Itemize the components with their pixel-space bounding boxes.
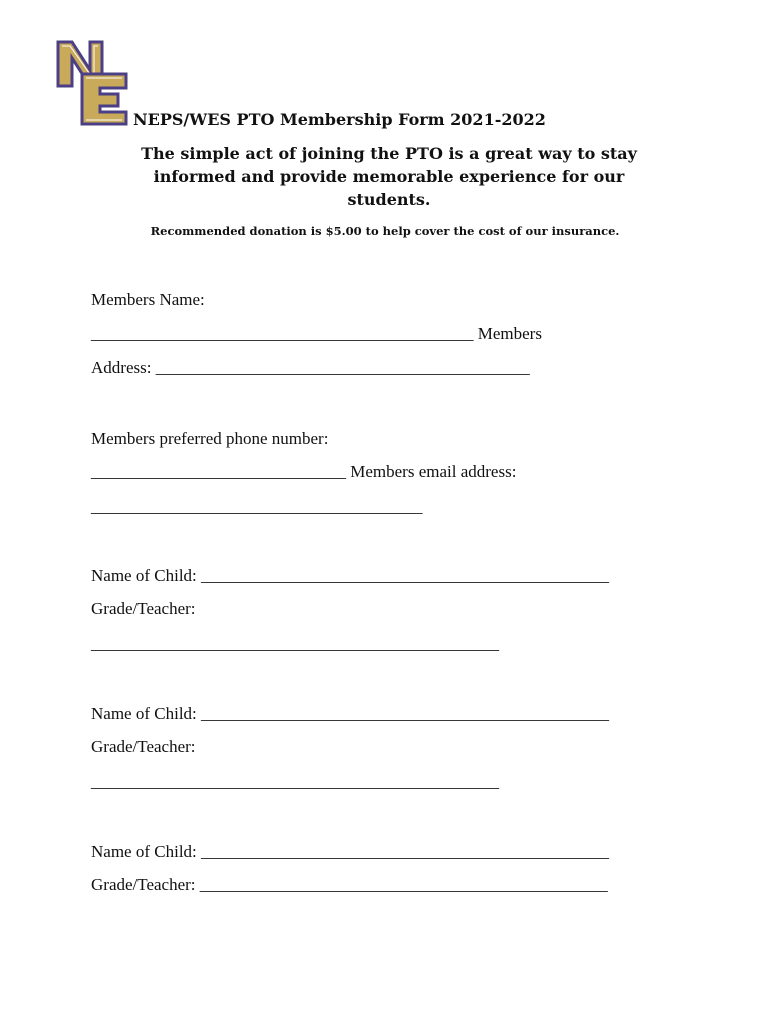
grade-teacher-field-1[interactable]: ________________________________________________ xyxy=(91,634,499,653)
members-name-field[interactable]: _____________________________________________ Members xyxy=(91,324,542,343)
phone-label: Members preferred phone number: xyxy=(91,429,329,448)
grade-teacher-field-3[interactable]: Grade/Teacher: ________________________________________________ xyxy=(91,875,608,894)
intro-line: informed and provide memorable experience for our xyxy=(153,167,625,186)
intro-text xyxy=(100,142,678,211)
donation-note: Recommended donation is $5.00 to help cover the cost of our insurance. xyxy=(150,224,620,238)
child-name-field-2[interactable]: Name of Child: ________________________________________________ xyxy=(91,704,610,723)
ne-monogram-icon xyxy=(56,40,130,126)
school-logo xyxy=(56,40,130,126)
grade-teacher-field-2[interactable]: ________________________________________________ xyxy=(91,772,499,791)
members-address-field[interactable]: Address: ____________________________________________ xyxy=(91,358,530,377)
grade-teacher-label-1: Grade/Teacher: xyxy=(91,599,196,618)
child-name-field-1[interactable]: Name of Child: ________________________________________________ xyxy=(91,566,610,585)
intro-line: The simple act of joining the PTO is a great way to stay xyxy=(141,144,637,163)
intro-line: students. xyxy=(347,190,431,209)
phone-field[interactable]: ______________________________ Members email address: xyxy=(91,462,517,481)
child-name-field-3[interactable]: Name of Child: ________________________________________________ xyxy=(91,842,610,861)
form-title: NEPS/WES PTO Membership Form 2021-2022 xyxy=(133,110,546,129)
grade-teacher-label-2: Grade/Teacher: xyxy=(91,737,196,756)
email-field[interactable]: _______________________________________ xyxy=(91,497,423,516)
members-name-label: Members Name: xyxy=(91,290,205,309)
